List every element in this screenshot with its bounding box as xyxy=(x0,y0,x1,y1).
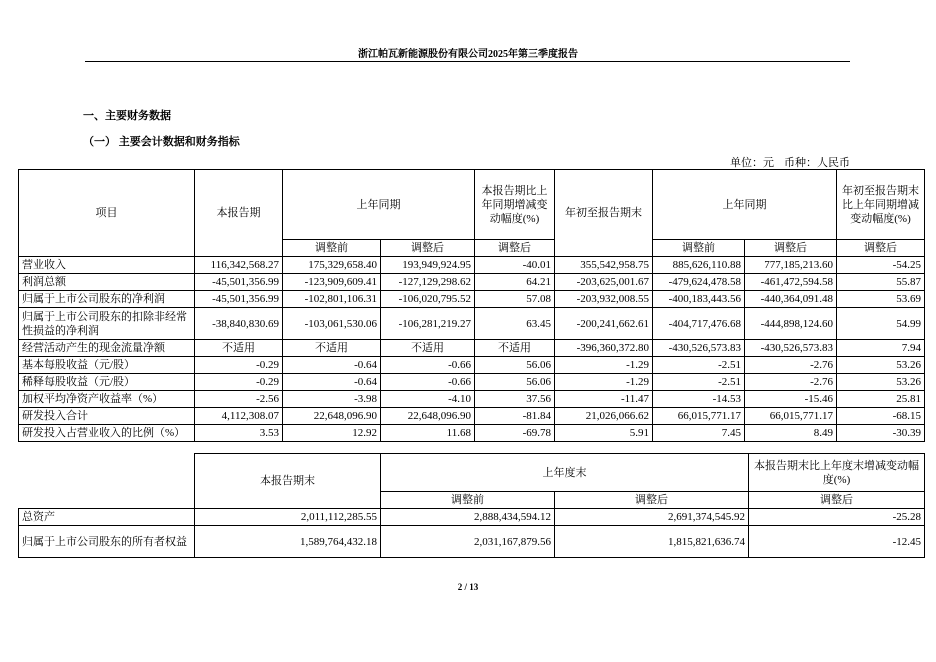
row-label: 基本每股收益（元/股） xyxy=(19,357,195,374)
table-cell: -54.25 xyxy=(837,257,925,274)
table-row xyxy=(19,291,925,308)
section-title: 一、主要财务数据 xyxy=(83,110,171,122)
header-item: 项目 xyxy=(19,170,195,257)
table-row xyxy=(19,274,925,291)
header-balance-change: 本报告期末比上年度末增减变动幅度(%) xyxy=(749,454,925,492)
table-cell: -444,898,124.60 xyxy=(745,308,837,340)
table-cell: -3.98 xyxy=(283,391,381,408)
financial-data-table xyxy=(18,169,925,442)
table-cell: 4,112,308.07 xyxy=(195,408,283,425)
table-cell: -30.39 xyxy=(837,425,925,442)
table-row xyxy=(19,391,925,408)
table-cell: -12.45 xyxy=(749,526,925,558)
row-label: 稀释每股收益（元/股） xyxy=(19,374,195,391)
table-row xyxy=(19,425,925,442)
row-label: 研发投入占营业收入的比例（%） xyxy=(19,425,195,442)
table-row xyxy=(19,257,925,274)
table-cell: 63.45 xyxy=(475,308,555,340)
table-cell: 53.26 xyxy=(837,357,925,374)
table-row xyxy=(19,526,925,558)
table-cell: -440,364,091.48 xyxy=(745,291,837,308)
row-label: 总资产 xyxy=(19,509,195,526)
table-cell: -203,625,001.67 xyxy=(555,274,653,291)
table-cell: -45,501,356.99 xyxy=(195,291,283,308)
table-cell: 53.26 xyxy=(837,374,925,391)
table-cell: -0.64 xyxy=(283,357,381,374)
table-cell: 175,329,658.40 xyxy=(283,257,381,274)
blank-corner xyxy=(19,454,195,509)
table-cell: -0.66 xyxy=(381,357,475,374)
subheader-before: 调整前 xyxy=(381,492,555,509)
table-cell: -2.76 xyxy=(745,357,837,374)
header-ytd: 年初至报告期末 xyxy=(555,170,653,257)
table-cell: 2,011,112,285.55 xyxy=(195,509,381,526)
table-cell: 116,342,568.27 xyxy=(195,257,283,274)
unit-line xyxy=(720,154,850,170)
table-row xyxy=(19,357,925,374)
table-cell: -123,909,609.41 xyxy=(283,274,381,291)
balance-table xyxy=(18,453,925,558)
table-cell: 不适用 xyxy=(283,340,381,357)
row-label: 营业收入 xyxy=(19,257,195,274)
table-cell: 2,031,167,879.56 xyxy=(381,526,555,558)
header-current-period: 本报告期 xyxy=(195,170,283,257)
table-cell: 22,648,096.90 xyxy=(381,408,475,425)
table-cell: -396,360,372.80 xyxy=(555,340,653,357)
subheader-after-ytd: 调整后 xyxy=(745,240,837,257)
subheader-before-ytd: 调整前 xyxy=(653,240,745,257)
table-row xyxy=(19,340,925,357)
table-cell: 21,026,066.62 xyxy=(555,408,653,425)
header-ytd-change: 年初至报告期末比上年同期增减变动幅度(%) xyxy=(837,170,925,240)
table-cell: -400,183,443.56 xyxy=(653,291,745,308)
table-cell: 12.92 xyxy=(283,425,381,442)
row-label: 利润总额 xyxy=(19,274,195,291)
table-cell: 不适用 xyxy=(475,340,555,357)
table-cell: 3.53 xyxy=(195,425,283,442)
table-cell: -2.51 xyxy=(653,357,745,374)
row-label: 加权平均净资产收益率（%） xyxy=(19,391,195,408)
unit-label: 单位：元 xyxy=(730,157,774,169)
table-cell: -4.10 xyxy=(381,391,475,408)
table-cell: 66,015,771.17 xyxy=(653,408,745,425)
table-cell: -38,840,830.69 xyxy=(195,308,283,340)
table-cell: 56.06 xyxy=(475,357,555,374)
table-cell: 7.94 xyxy=(837,340,925,357)
table-cell: 2,888,434,594.12 xyxy=(381,509,555,526)
subheader-after: 调整后 xyxy=(555,492,749,509)
table-cell: -68.15 xyxy=(837,408,925,425)
table-cell: -102,801,106.31 xyxy=(283,291,381,308)
table-cell: -430,526,573.83 xyxy=(745,340,837,357)
table-cell: -25.28 xyxy=(749,509,925,526)
table-cell: -11.47 xyxy=(555,391,653,408)
table-cell: -479,624,478.58 xyxy=(653,274,745,291)
table-cell: 55.87 xyxy=(837,274,925,291)
table-row xyxy=(19,509,925,526)
table-cell: -127,129,298.62 xyxy=(381,274,475,291)
table-cell: -2.51 xyxy=(653,374,745,391)
table-cell: -1.29 xyxy=(555,357,653,374)
table-cell: -15.46 xyxy=(745,391,837,408)
table-cell: -40.01 xyxy=(475,257,555,274)
table-cell: -45,501,356.99 xyxy=(195,274,283,291)
table-cell: 355,542,958.75 xyxy=(555,257,653,274)
table-cell: 64.21 xyxy=(475,274,555,291)
header-period-change: 本报告期比上年同期增减变动幅度(%) xyxy=(475,170,555,240)
table-cell: -0.64 xyxy=(283,374,381,391)
table-cell: 885,626,110.88 xyxy=(653,257,745,274)
header-prior-ytd: 上年同期 xyxy=(653,170,837,240)
subsection-title: （一） 主要会计数据和财务指标 xyxy=(83,136,240,148)
table-cell: 8.49 xyxy=(745,425,837,442)
header-period-end: 本报告期末 xyxy=(195,454,381,509)
table-cell: -106,281,219.27 xyxy=(381,308,475,340)
table-cell: 25.81 xyxy=(837,391,925,408)
table-cell: -2.56 xyxy=(195,391,283,408)
header-last-year-end: 上年度末 xyxy=(381,454,749,492)
table-cell: 不适用 xyxy=(381,340,475,357)
table-cell: -14.53 xyxy=(653,391,745,408)
row-label: 研发投入合计 xyxy=(19,408,195,425)
table-cell: 37.56 xyxy=(475,391,555,408)
table-cell: -430,526,573.83 xyxy=(653,340,745,357)
table-cell: -0.66 xyxy=(381,374,475,391)
table-row xyxy=(19,408,925,425)
table-cell: 11.68 xyxy=(381,425,475,442)
table-cell: 54.99 xyxy=(837,308,925,340)
table-cell: -69.78 xyxy=(475,425,555,442)
table-cell: 56.06 xyxy=(475,374,555,391)
table-cell: 1,815,821,636.74 xyxy=(555,526,749,558)
table-cell: 193,949,924.95 xyxy=(381,257,475,274)
table-cell: 1,589,764,432.18 xyxy=(195,526,381,558)
subheader-after: 调整后 xyxy=(381,240,475,257)
table-cell: 66,015,771.17 xyxy=(745,408,837,425)
table-cell: 7.45 xyxy=(653,425,745,442)
table-cell: -81.84 xyxy=(475,408,555,425)
table-cell: 不适用 xyxy=(195,340,283,357)
table-cell: 2,691,374,545.92 xyxy=(555,509,749,526)
row-label: 归属于上市公司股东的所有者权益 xyxy=(19,526,195,558)
table-cell: -200,241,662.61 xyxy=(555,308,653,340)
subheader-change-after: 调整后 xyxy=(749,492,925,509)
page-number: 2 / 13 xyxy=(457,582,479,592)
table-cell: 777,185,213.60 xyxy=(745,257,837,274)
table-cell: 53.69 xyxy=(837,291,925,308)
currency-label: 币种：人民币 xyxy=(784,157,850,169)
subheader-before: 调整前 xyxy=(283,240,381,257)
subheader-change-after: 调整后 xyxy=(475,240,555,257)
subheader-change-after-ytd: 调整后 xyxy=(837,240,925,257)
table-cell: -103,061,530.06 xyxy=(283,308,381,340)
table-cell: -1.29 xyxy=(555,374,653,391)
row-label: 经营活动产生的现金流量净额 xyxy=(19,340,195,357)
table-cell: 57.08 xyxy=(475,291,555,308)
header-prior-period: 上年同期 xyxy=(283,170,475,240)
table-cell: -404,717,476.68 xyxy=(653,308,745,340)
table-row xyxy=(19,374,925,391)
table-row xyxy=(19,308,925,340)
table-cell: -203,932,008.55 xyxy=(555,291,653,308)
table-cell: -106,020,795.52 xyxy=(381,291,475,308)
row-label: 归属于上市公司股东的扣除非经常性损益的净利润 xyxy=(19,308,195,340)
table-cell: 5.91 xyxy=(555,425,653,442)
table-cell: 22,648,096.90 xyxy=(283,408,381,425)
report-header: 浙江帕瓦新能源股份有限公司2025年第三季度报告 xyxy=(358,49,578,60)
table-cell: -0.29 xyxy=(195,357,283,374)
table-cell: -0.29 xyxy=(195,374,283,391)
header-divider xyxy=(85,61,850,62)
table-cell: -2.76 xyxy=(745,374,837,391)
row-label: 归属于上市公司股东的净利润 xyxy=(19,291,195,308)
table-cell: -461,472,594.58 xyxy=(745,274,837,291)
